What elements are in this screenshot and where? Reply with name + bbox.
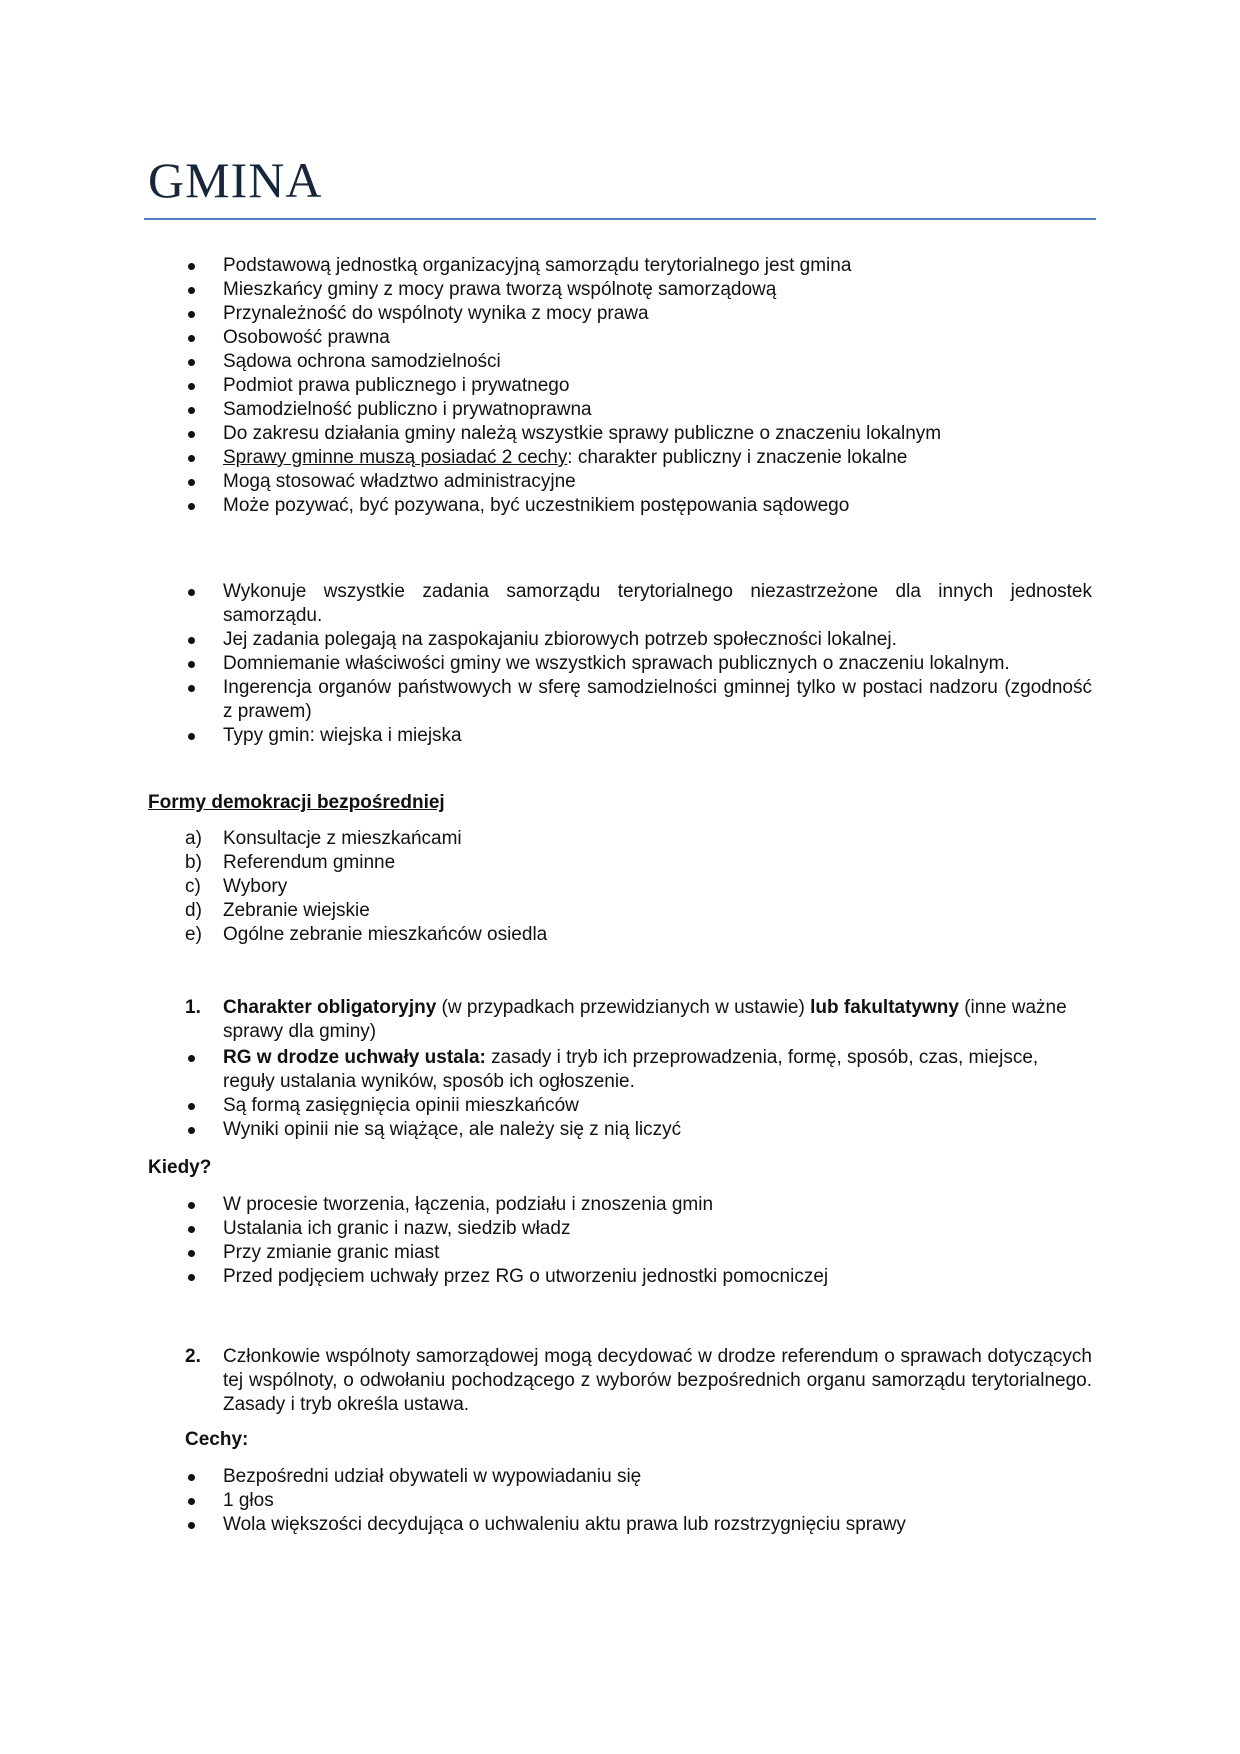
list-item <box>148 899 1092 923</box>
list-marker: 1. <box>185 997 201 1018</box>
list-item: Osobowość prawna <box>148 326 1092 350</box>
list-item: Ingerencja organów państwowych w sferę samodzielności gminnej tylko w postaci nadzoru (zgodność z prawem) <box>148 676 1092 724</box>
phrase-rest: : charakter publiczny i znaczenie lokalne <box>567 447 908 468</box>
list-item-text: Ogólne zebranie mieszkańców osiedla <box>223 924 548 945</box>
numbered-item-2 <box>148 1345 1092 1417</box>
list-item-text: Zebranie wiejskie <box>223 900 370 921</box>
list-item-text: Wybory <box>223 876 288 897</box>
bullet-list-cechy <box>148 1465 1092 1537</box>
list-item: Mieszkańcy gminy z mocy prawa tworzą wspólnotę samorządową <box>148 278 1092 302</box>
list-item-rg <box>148 1046 1092 1094</box>
numbered-item-1 <box>148 996 1092 1044</box>
section-heading-kiedy: Kiedy? <box>148 1157 212 1178</box>
list-item: Domniemanie właściwości gminy we wszystkich sprawach publicznych o znaczeniu lokalnym. <box>148 652 1092 676</box>
list-item: Bezpośredni udział obywateli w wypowiadaniu się <box>148 1465 1092 1489</box>
list-item <box>148 923 1092 947</box>
list-item-cechy <box>148 446 1092 470</box>
list-marker: 2. <box>185 1346 201 1367</box>
list-item: W procesie tworzenia, łączenia, podziału i znoszenia gmin <box>148 1193 1092 1217</box>
page-title: GMINA <box>148 152 323 208</box>
phrase: (w przypadkach przewidzianych w ustawie) <box>436 997 811 1018</box>
bold-phrase: Charakter obligatoryjny <box>223 997 437 1018</box>
list-item-text: Członkowie wspólnoty samorządowej mogą decydować w drodze referendum o sprawach dotyczących tej wspólnoty, o odwołaniu pochodzącego z wyborów bezpośrednich organu samorządu terytorialnego. Zasady i tryb określa ustawa. <box>223 1346 1092 1415</box>
list-item <box>148 875 1092 899</box>
lettered-list-forms <box>148 827 1092 947</box>
list-item: 1 głos <box>148 1489 1092 1513</box>
list-marker: b) <box>185 852 202 873</box>
bullet-list-gmina-basics <box>148 254 1092 518</box>
list-item: Jej zadania polegają na zaspokajaniu zbiorowych potrzeb społeczności lokalnej. <box>148 628 1092 652</box>
list-item: Typy gmin: wiejska i miejska <box>148 724 1092 748</box>
underlined-phrase: Sprawy gminne muszą posiadać 2 cechy <box>223 447 568 468</box>
phrase: zasady i tryb ich przeprowadzenia, formę, sposób, czas, miejsce, reguły ustalania wyników, sposób ich ogłoszenie. <box>223 1047 1039 1092</box>
bullet-list-kiedy <box>148 1193 1092 1289</box>
list-item: Przy zmianie granic miast <box>148 1241 1092 1265</box>
list-marker: e) <box>185 924 202 945</box>
bold-phrase: lub fakultatywny <box>810 997 959 1018</box>
title-underline <box>144 218 1096 220</box>
section-2-referendum <box>148 1345 1092 1417</box>
list-marker: d) <box>185 900 202 921</box>
section-heading-cechy: Cechy: <box>185 1429 249 1450</box>
section-1-consultations <box>148 996 1092 1142</box>
list-item: Są formą zasięgnięcia opinii mieszkańców <box>148 1094 1092 1118</box>
list-item: Samodzielność publiczno i prywatnoprawna <box>148 398 1092 422</box>
phrase: (inne ważne sprawy dla gminy) <box>223 997 1067 1042</box>
list-marker: c) <box>185 876 201 897</box>
list-item <box>148 851 1092 875</box>
list-item: Mogą stosować władztwo administracyjne <box>148 470 1092 494</box>
list-item: Wykonuje wszystkie zadania samorządu terytorialnego niezastrzeżone dla innych jednostek samorządu. <box>148 580 1092 628</box>
list-item-text: Konsultacje z mieszkańcami <box>223 828 462 849</box>
bullet-list-gmina-tasks <box>148 580 1092 748</box>
list-item: Ustalania ich granic i nazw, siedzib władz <box>148 1217 1092 1241</box>
list-item-text: Referendum gminne <box>223 852 396 873</box>
list-item: Przynależność do wspólnoty wynika z mocy prawa <box>148 302 1092 326</box>
list-item: Wola większości decydująca o uchwaleniu aktu prawa lub rozstrzygnięciu sprawy <box>148 1513 1092 1537</box>
list-item: Podmiot prawa publicznego i prywatnego <box>148 374 1092 398</box>
list-item: Wyniki opinii nie są wiążące, ale należy się z nią liczyć <box>148 1118 1092 1142</box>
list-item <box>148 827 1092 851</box>
list-marker: a) <box>185 828 202 849</box>
list-item: Sądowa ochrona samodzielności <box>148 350 1092 374</box>
list-item: Przed podjęciem uchwały przez RG o utworzeniu jednostki pomocniczej <box>148 1265 1092 1289</box>
list-item: Podstawową jednostką organizacyjną samorządu terytorialnego jest gmina <box>148 254 1092 278</box>
list-item: Do zakresu działania gminy należą wszystkie sprawy publiczne o znaczeniu lokalnym <box>148 422 1092 446</box>
bold-phrase: RG w drodze uchwały ustala: <box>223 1047 486 1068</box>
section-heading-forms: Formy demokracji bezpośredniej <box>148 792 445 813</box>
list-item: Może pozywać, być pozywana, być uczestnikiem postępowania sądowego <box>148 494 1092 518</box>
